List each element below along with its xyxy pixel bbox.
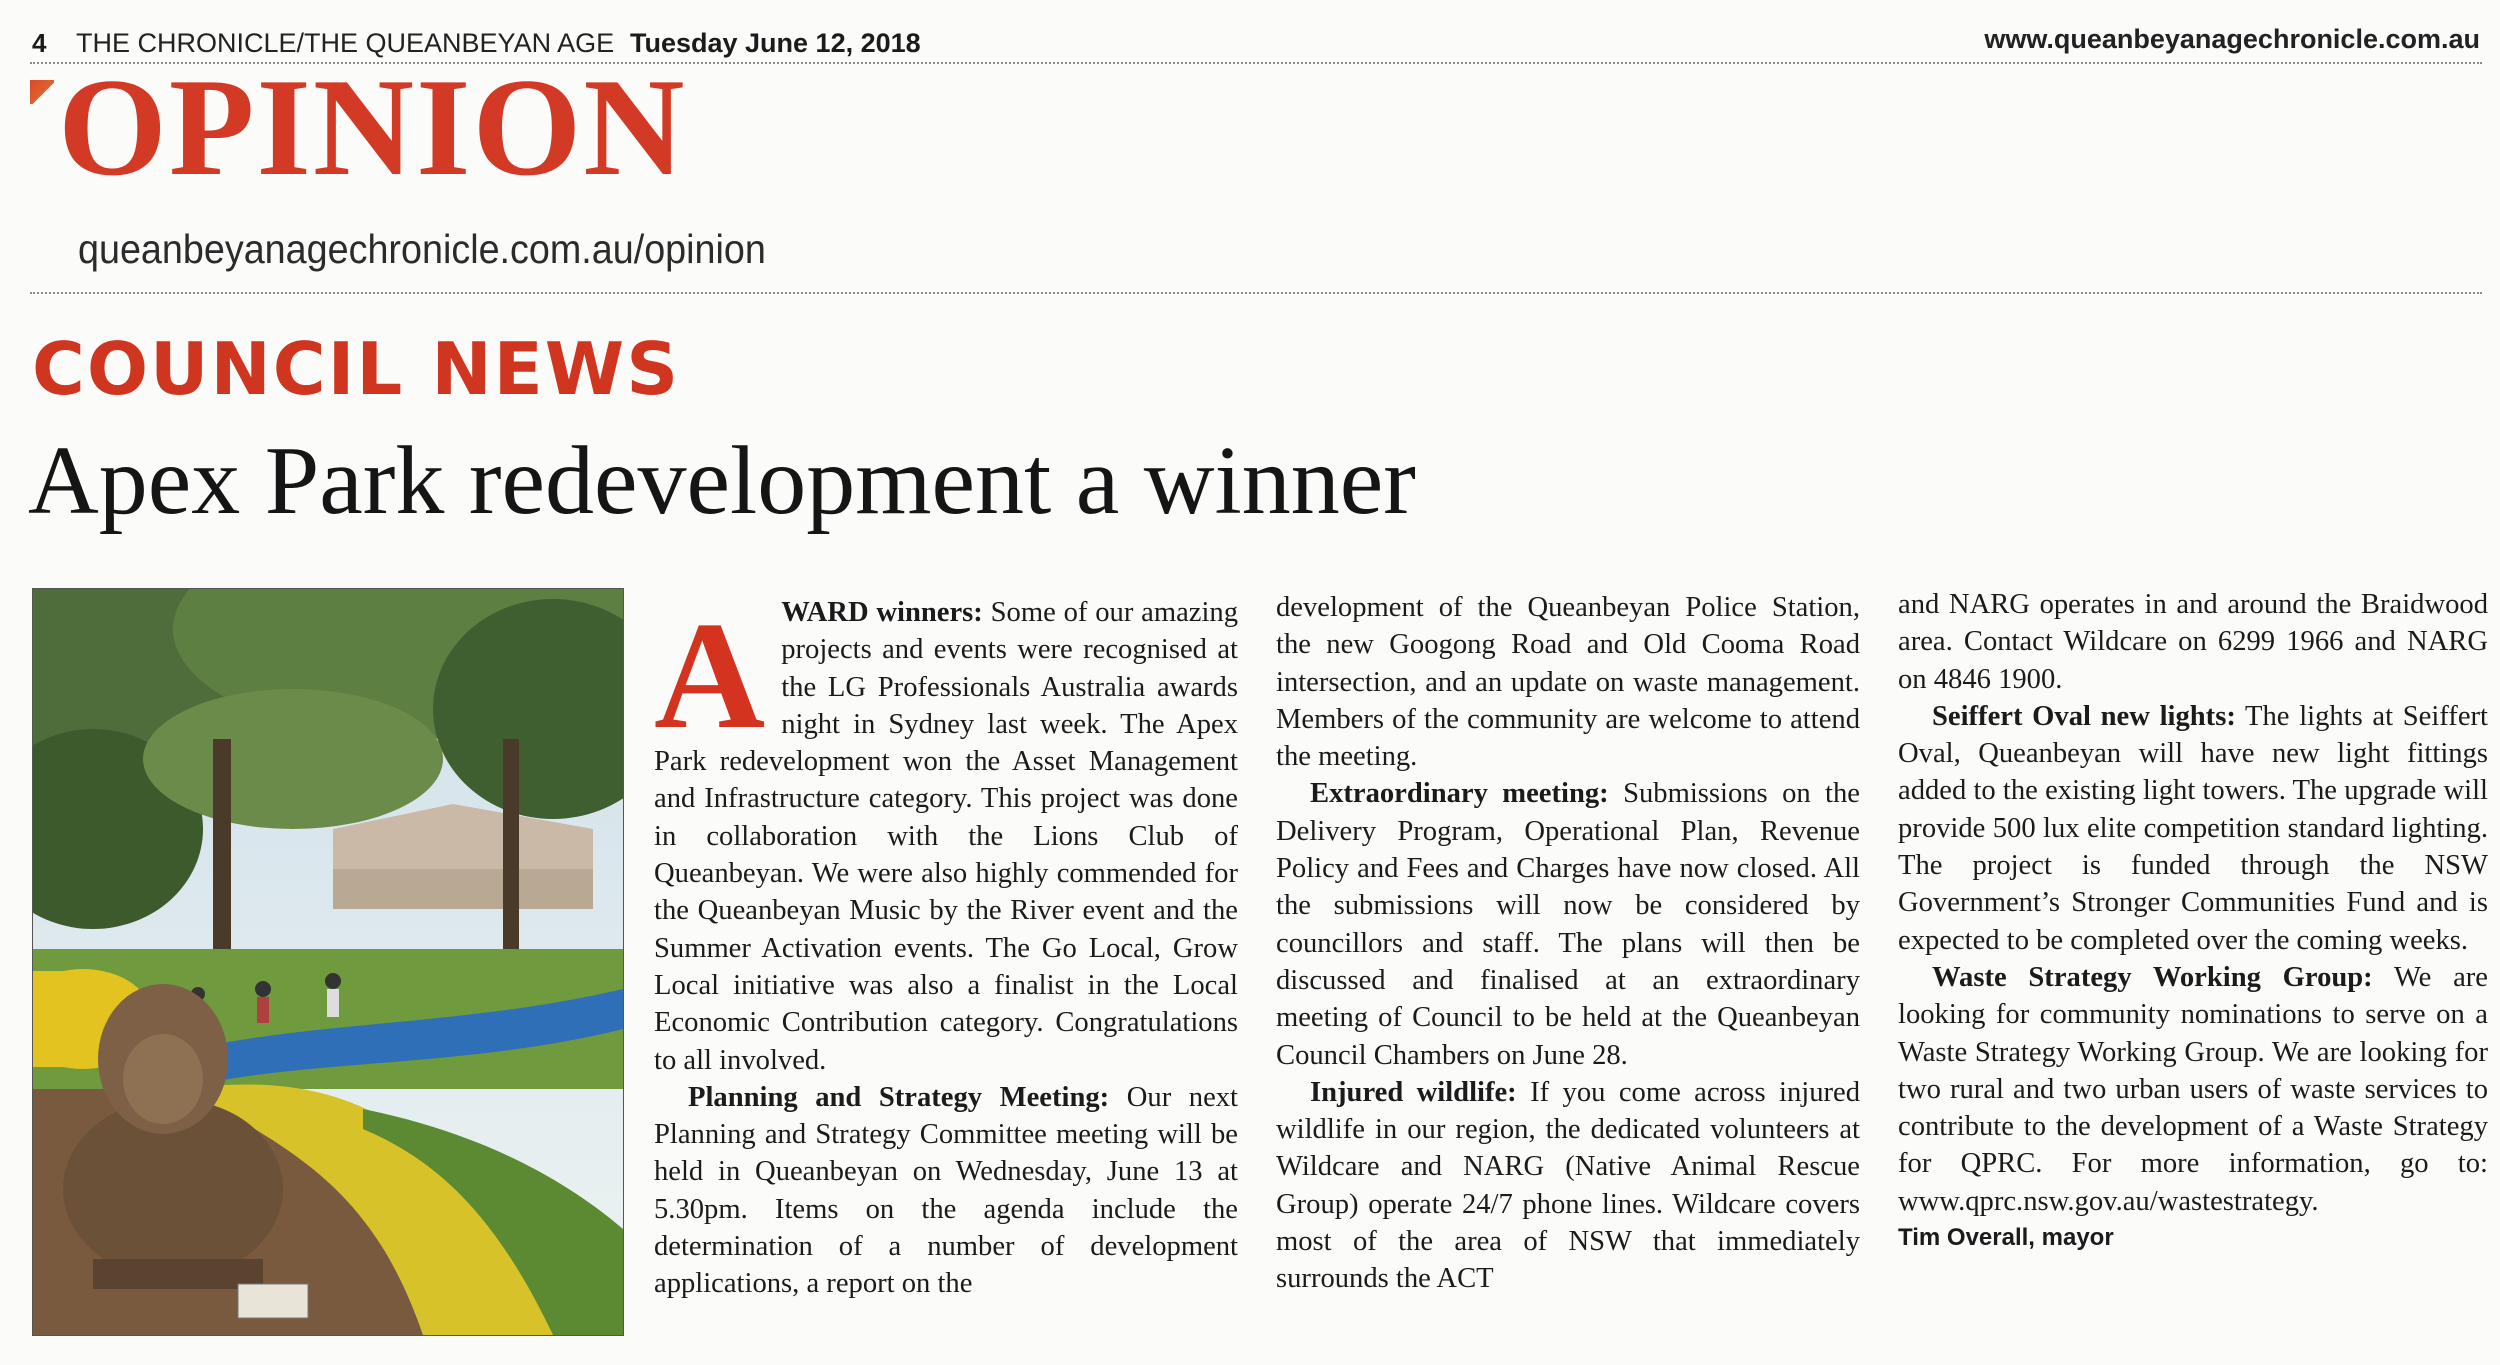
paragraph-text: We are looking for community nominations to serve on a Waste Strategy Working Group. We are looking for two rural and two urban users of waste services to contribute to the development of a Waste Strategy for QPRC. For more information, go to: www.qprc.nsw.gov.au/wastestrategy. xyxy=(1898,961,2488,1217)
lead-in-extraordinary: Extraordinary meeting: xyxy=(1310,778,1609,810)
paragraph-text: The lights at Seiffert Oval, Queanbeyan will have new light fittings added to the existing light towers. The upgrade will provide 500 lux elite competition standard lighting. The project is funded through the NSW Government’s Stronger Communities Fund and is expected to be completed over the coming weeks. xyxy=(1898,700,2488,956)
paragraph-wildlife-cont: and NARG operates in and around the Braidwood area. Contact Wildcare on 6299 1966 and NARG on 4846 1900. xyxy=(1898,589,2488,695)
paragraph-waste xyxy=(1898,959,2488,1220)
lead-in-awards: WARD winners: xyxy=(781,597,983,628)
park-photo xyxy=(32,588,624,1336)
paragraph-text: Some of our amazing projects and events were recognised at the LG Professionals Australia awards night in Sydney last week. The Apex Park redevelopment won the Asset Management and Infrastructure category. This project was done in collaboration with the Lions Club of Queanbeyan. We were also highly commended for the Queanbeyan Music by the River event and the Summer Activation events. The Go Local, Grow Local initiative was also a finalist in the Local Economic Contribution category. Congratulations to all involved. xyxy=(654,597,1239,1076)
byline-signature: Tim Overall, mayor xyxy=(1898,1224,2114,1252)
lead-in-planning: Planning and Strategy Meeting: xyxy=(688,1081,1110,1113)
park-photo-illustration xyxy=(33,589,623,1335)
paragraph-seiffert xyxy=(1898,698,2488,959)
paragraph-planning-cont: development of the Queanbeyan Police Station, the new Googong Road and Old Cooma Road intersection, and an update on waste management. Members of the community are welcome to attend the meeting. xyxy=(1276,592,1860,773)
paragraph-extraordinary xyxy=(1276,775,1860,1073)
paragraph-planning xyxy=(654,1079,1238,1303)
paragraph-text: Our next Planning and Strategy Committee meeting will be held in Queanbeyan on Wednesday, June 13 at 5.30pm. Items on the agenda include the determination of a number of development applications, a report on the xyxy=(654,1081,1239,1300)
article-column-3 xyxy=(1898,586,2488,1252)
drop-cap: A xyxy=(654,591,766,761)
page-number: 4 xyxy=(32,28,47,58)
article-column-2 xyxy=(1276,589,1860,1298)
paragraph-awards xyxy=(654,591,1239,1079)
paragraph-wildlife xyxy=(1276,1074,1860,1298)
lead-in-waste: Waste Strategy Working Group: xyxy=(1932,961,2373,993)
issue-date: Tuesday June 12, 2018 xyxy=(630,28,921,58)
paragraph-text: If you come across injured wildlife in our region, the dedicated volunteers at Wildcare and NARG (Native Animal Rescue Group) operate 24/7 phone lines. Wildcare covers most of the area of NSW that immediately surrounds the ACT xyxy=(1276,1076,1861,1295)
article-column-1 xyxy=(654,591,1239,1303)
headline: Apex Park redevelopment a winner xyxy=(28,427,1416,535)
website-url: www.queanbeyanagechronicle.com.au xyxy=(1984,24,2480,54)
paragraph-text: Submissions on the Delivery Program, Operational Plan, Revenue Policy and Fees and Charges have now closed. All the submissions will now be considered by councillors and staff. The plans will then be discussed and finalised at an extraordinary meeting of Council to be held at the Queanbeyan Council Chambers on June 28. xyxy=(1276,778,1860,1071)
section-title: OPINION xyxy=(58,50,687,205)
lead-in-wildlife: Injured wildlife: xyxy=(1310,1076,1517,1108)
section-flag-icon xyxy=(30,80,54,104)
banner-rule xyxy=(30,292,2482,294)
section-url: queanbeyanagechronicle.com.au/opinion xyxy=(78,226,766,272)
masthead-name: THE CHRONICLE/THE QUEANBEYAN AGE xyxy=(76,28,615,58)
lead-in-seiffert: Seiffert Oval new lights: xyxy=(1932,700,2236,732)
kicker: COUNCIL NEWS xyxy=(32,327,681,411)
